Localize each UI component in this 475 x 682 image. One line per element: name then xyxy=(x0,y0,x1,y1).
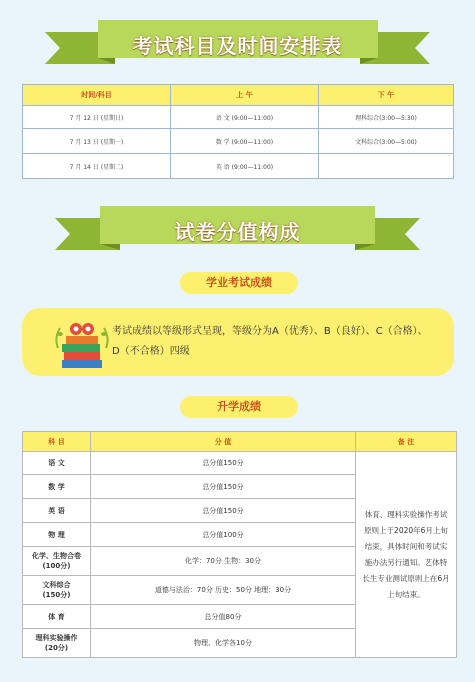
schedule-table xyxy=(22,84,454,179)
schedule-pm: 理科综合(3:00—5:30) xyxy=(319,106,454,129)
table-row xyxy=(23,452,457,475)
score-cell: 总分值150分 xyxy=(91,475,356,499)
subject-points: (20分) xyxy=(44,644,69,652)
table-row xyxy=(23,106,454,129)
subject-cell xyxy=(23,629,91,658)
subject-points: (100分) xyxy=(42,562,71,570)
schedule-date: 7 月 13 日 (星期一) xyxy=(23,129,171,154)
score-cell: 物理、化学各10分 xyxy=(91,629,356,658)
subject-cell xyxy=(23,499,91,523)
score-cell: 总分值150分 xyxy=(91,452,356,475)
academic-text xyxy=(112,322,447,362)
academic-box xyxy=(22,308,454,376)
academic-line-1: 考试成绩以等级形式呈现，等级分为A（优秀）、B（良好）、C（合格）、 xyxy=(112,326,428,337)
note-text: 体育、理科实验操作考试原则上于2020年6月上旬结束，具体时间和考试实施办法另行通知。艺体特长生专业测试原则上在6月上旬结束。 xyxy=(362,509,450,599)
schedule-date: 7 月 14 日 (星期二) xyxy=(23,154,171,179)
schedule-pm: 文科综合(3:00—5:00) xyxy=(319,129,454,154)
subject-name: 数 学 xyxy=(48,482,65,491)
schedule-title: 考试科目及时间安排表 xyxy=(132,34,343,58)
score-header-note: 备 注 xyxy=(356,432,457,452)
subject-name: 英 语 xyxy=(48,506,65,515)
schedule-am: 英 语 (9:00—11:00) xyxy=(171,154,319,179)
subject-points: (150分) xyxy=(42,591,71,599)
table-row xyxy=(23,129,454,154)
score-table xyxy=(22,431,457,658)
subject-cell xyxy=(23,475,91,499)
subject-cell xyxy=(23,547,91,576)
schedule-header-time: 时间/科目 xyxy=(23,85,171,106)
note-cell xyxy=(356,452,457,658)
schedule-ribbon xyxy=(0,12,475,72)
subject-name: 文科综合 xyxy=(42,581,71,589)
score-cell: 总分值100分 xyxy=(91,523,356,547)
score-cell: 化学：70分 生物：30分 xyxy=(91,547,356,576)
subject-name: 体 育 xyxy=(48,612,65,621)
subject-name: 语 文 xyxy=(48,459,65,467)
structure-title: 试卷分值构成 xyxy=(174,220,301,244)
academic-heading: 学业考试成绩 xyxy=(180,272,298,294)
subject-cell xyxy=(23,523,91,547)
structure-ribbon xyxy=(0,198,475,258)
score-header-value: 分 值 xyxy=(91,432,356,452)
schedule-pm xyxy=(319,154,454,179)
subject-name: 物 理 xyxy=(48,530,65,539)
promotion-heading: 升学成绩 xyxy=(180,396,298,418)
score-cell: 道德与法治：70分 历史：50分 地理：30分 xyxy=(91,576,356,605)
schedule-header-pm: 下 午 xyxy=(319,85,454,106)
academic-line-2: D（不合格）四级 xyxy=(112,346,190,357)
books-icon xyxy=(52,318,112,372)
schedule-header-am: 上 午 xyxy=(171,85,319,106)
score-cell: 总分值80分 xyxy=(91,605,356,629)
subject-cell xyxy=(23,605,91,629)
subject-cell xyxy=(23,576,91,605)
table-row xyxy=(23,154,454,179)
subject-name: 化学、生物合卷 xyxy=(32,552,81,560)
subject-cell xyxy=(23,452,91,475)
score-cell: 总分值150分 xyxy=(91,499,356,523)
schedule-am: 数 学 (9:00—11:00) xyxy=(171,129,319,154)
schedule-date: 7 月 12 日 (星期日) xyxy=(23,106,171,129)
subject-name: 理科实验操作 xyxy=(35,634,78,642)
score-header-subject: 科 目 xyxy=(23,432,91,452)
schedule-am: 语 文 (9:00—11:00) xyxy=(171,106,319,129)
